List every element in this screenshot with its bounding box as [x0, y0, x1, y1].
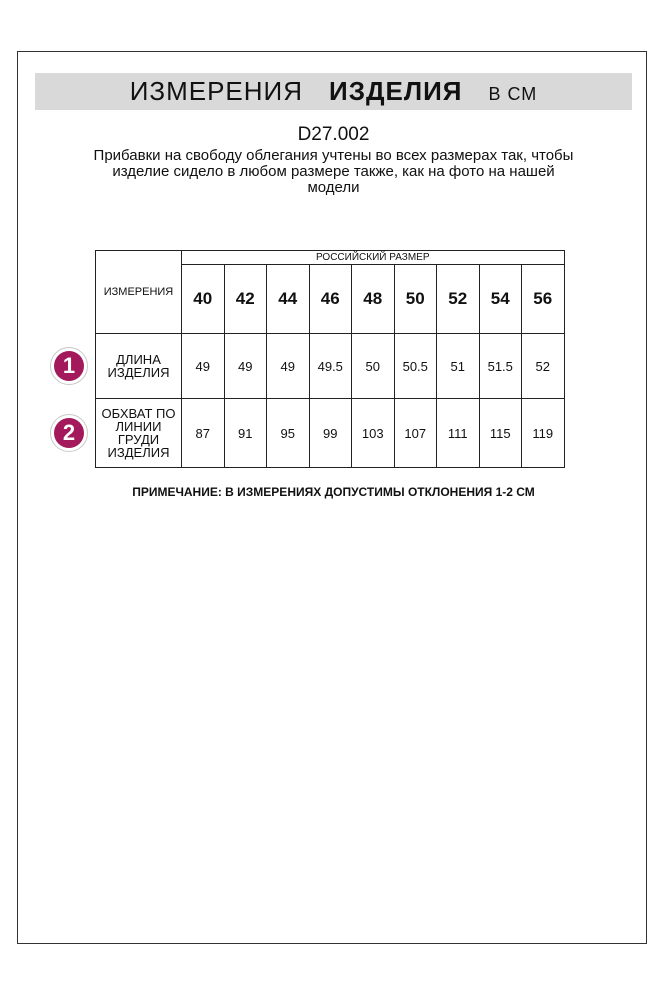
table-cell: 87 — [182, 399, 225, 468]
table-row — [96, 334, 565, 399]
size-group-header: РОССИЙСКИЙ РАЗМЕР — [182, 251, 565, 265]
table-cell: 49 — [224, 334, 267, 399]
size-header: 56 — [522, 265, 565, 334]
row-label-chest — [96, 399, 182, 468]
table-cell: 91 — [224, 399, 267, 468]
table-cell: 50.5 — [394, 334, 437, 399]
size-header: 42 — [224, 265, 267, 334]
table-cell: 51.5 — [479, 334, 522, 399]
title-measurements: ИЗМЕРЕНИЯ — [129, 76, 304, 106]
fit-description: Прибавки на свободу облегания учтены во всех размерах так, чтобы изделие сидело в любом размере также, как на фото на нашей модели — [93, 147, 574, 196]
table-cell: 115 — [479, 399, 522, 468]
table-cell: 111 — [437, 399, 480, 468]
table-cell: 99 — [309, 399, 352, 468]
table-cell: 49.5 — [309, 334, 352, 399]
size-header: 50 — [394, 265, 437, 334]
title-unit: В СМ — [488, 84, 538, 104]
row-label-chest-text: ОБХВАТ ПО ЛИНИИ ГРУДИ ИЗДЕЛИЯ — [101, 406, 176, 460]
corner-label: ИЗМЕРЕНИЯ — [96, 251, 182, 334]
size-header: 48 — [352, 265, 395, 334]
row-badge-2: 2 — [54, 418, 84, 448]
table-cell: 50 — [352, 334, 395, 399]
row-label-length — [96, 334, 182, 399]
size-header: 54 — [479, 265, 522, 334]
table-row — [96, 399, 565, 468]
table-cell: 107 — [394, 399, 437, 468]
table-cell: 49 — [267, 334, 310, 399]
size-header: 40 — [182, 265, 225, 334]
tolerance-note: ПРИМЕЧАНИЕ: В ИЗМЕРЕНИЯХ ДОПУСТИМЫ ОТКЛОНЕНИЯ 1-2 СМ — [132, 485, 535, 499]
size-table — [95, 250, 565, 468]
product-code: D27.002 — [297, 124, 370, 145]
table-cell: 49 — [182, 334, 225, 399]
table-cell: 95 — [267, 399, 310, 468]
title-bar — [35, 73, 632, 110]
page-title — [35, 73, 632, 110]
table-cell: 103 — [352, 399, 395, 468]
size-header: 44 — [267, 265, 310, 334]
table-cell: 119 — [522, 399, 565, 468]
title-product: ИЗДЕЛИЯ — [329, 76, 463, 106]
size-header: 52 — [437, 265, 480, 334]
table-cell: 51 — [437, 334, 480, 399]
row-badge-1: 1 — [54, 351, 84, 381]
table-cell: 52 — [522, 334, 565, 399]
size-header: 46 — [309, 265, 352, 334]
row-label-length-text: ДЛИНА ИЗДЕЛИЯ — [107, 352, 170, 380]
